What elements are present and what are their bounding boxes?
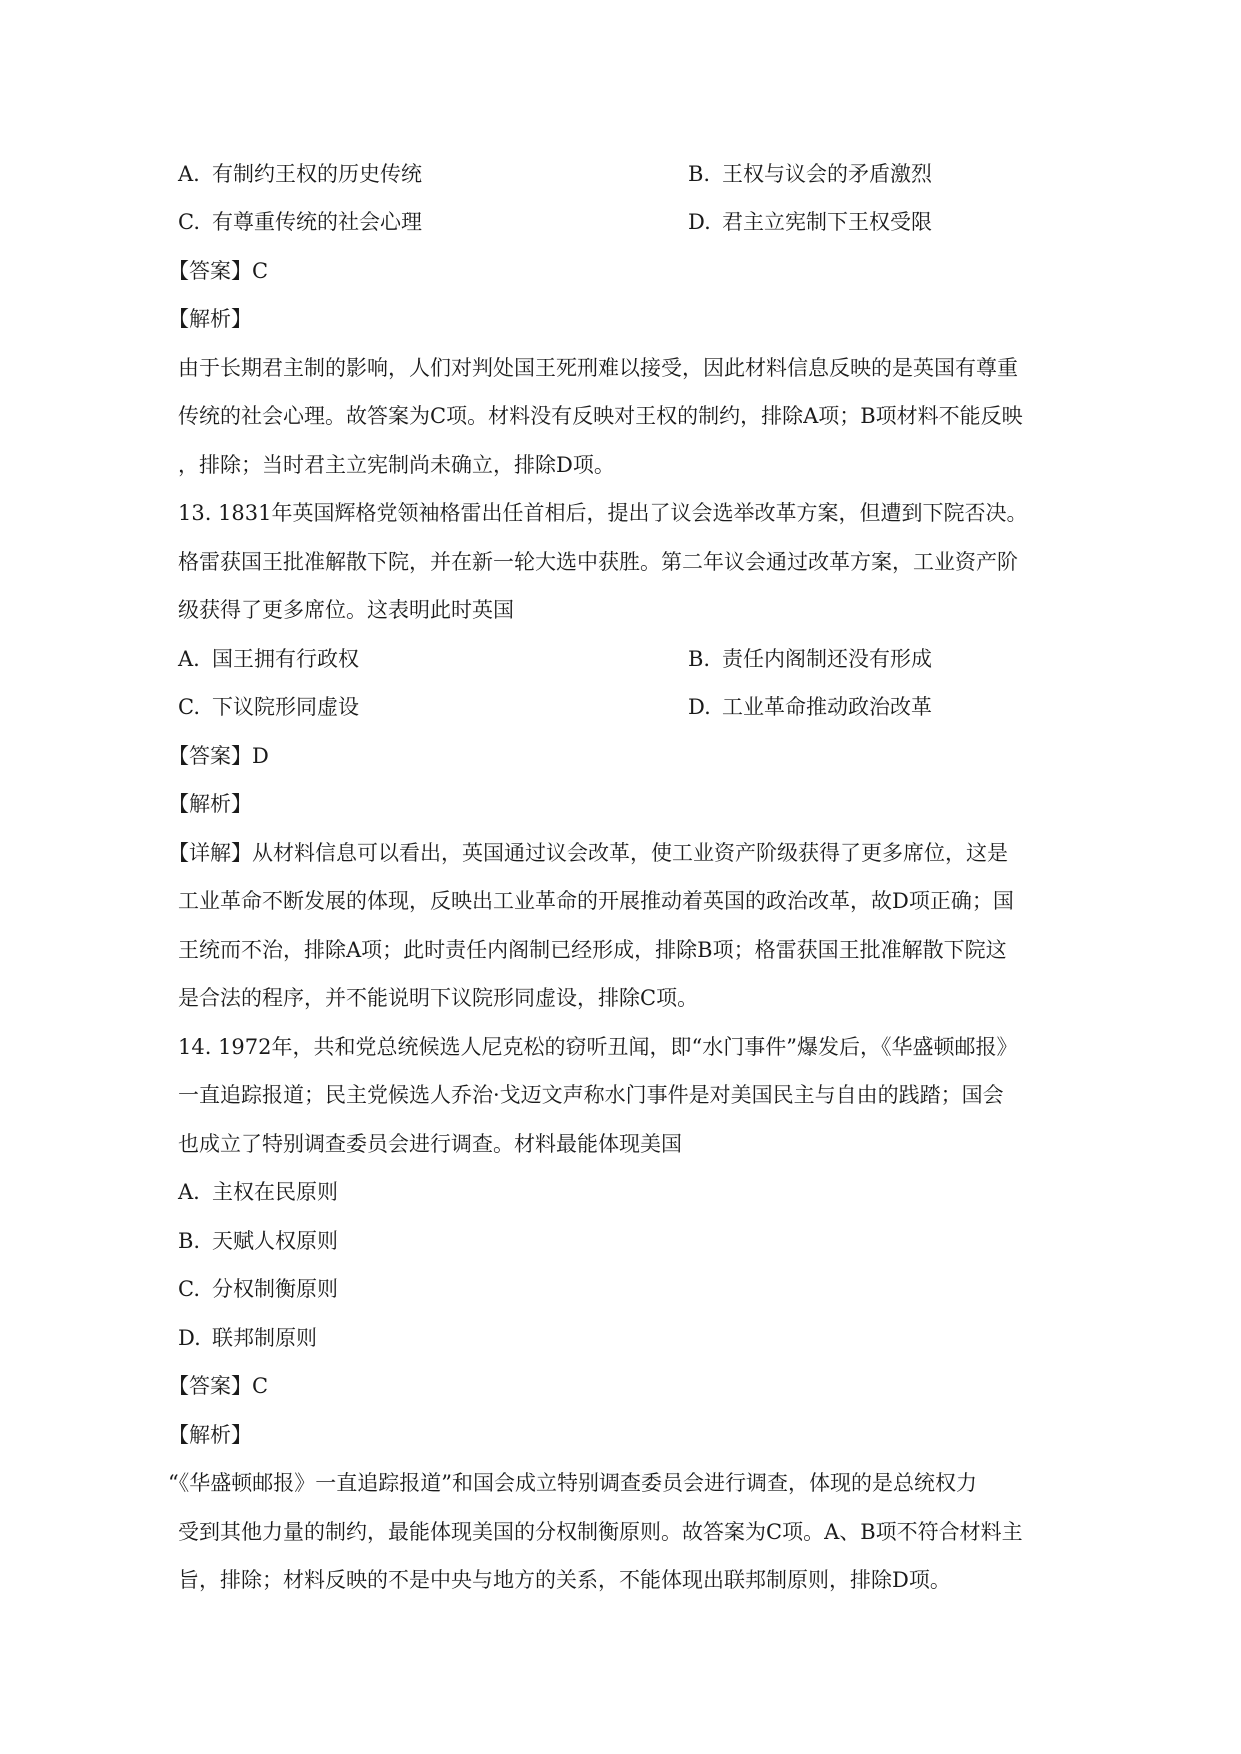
q13-analysis-label: 【解析】	[168, 792, 252, 816]
option-text: 联邦制原则	[212, 1326, 317, 1350]
option-letter: C.	[178, 695, 200, 719]
q12-analysis-line-3: ，排除；当时君主立宪制尚未确立，排除D项。	[178, 453, 615, 477]
q14-analysis-label: 【解析】	[168, 1423, 252, 1447]
option-letter: B.	[178, 1229, 201, 1253]
option-letter: C.	[178, 1277, 200, 1301]
option-letter: A.	[178, 647, 200, 671]
q13-option-d	[688, 692, 932, 722]
q12-option-b	[688, 159, 932, 189]
option-letter: A.	[178, 1180, 200, 1204]
q13-option-c	[178, 692, 359, 722]
option-text: 国王拥有行政权	[212, 647, 359, 671]
option-letter: D.	[688, 210, 711, 234]
q13-option-b	[688, 644, 932, 674]
q14-option-b	[178, 1226, 338, 1256]
option-letter: D.	[688, 695, 711, 719]
option-letter: A.	[178, 162, 200, 186]
q13-answer: 【答案】D	[168, 744, 269, 768]
option-letter: B.	[688, 162, 711, 186]
q14-analysis-line-3: 旨，排除；材料反映的不是中央与地方的关系，不能体现出联邦制原则，排除D项。	[178, 1568, 951, 1592]
q14-analysis-line-2: 受到其他力量的制约，最能体现美国的分权制衡原则。故答案为C项。A、B项不符合材料主	[178, 1520, 1023, 1544]
q13-analysis-line-4: 是合法的程序，并不能说明下议院形同虚设，排除C项。	[178, 986, 699, 1010]
q12-analysis-line-2: 传统的社会心理。故答案为C项。材料没有反映对王权的制约，排除A项；B项材料不能反映	[178, 404, 1023, 428]
q14-answer: 【答案】C	[168, 1374, 269, 1398]
q12-answer: 【答案】C	[168, 259, 269, 283]
q13-question-line-2: 格雷获国王批准解散下院，并在新一轮大选中获胜。第二年议会通过改革方案，工业资产阶	[178, 550, 1018, 574]
q14-question-line-2: 一直追踪报道；民主党候选人乔治·戈迈文声称水门事件是对美国民主与自由的践踏；国会	[178, 1083, 1004, 1107]
q12-option-d	[688, 207, 932, 237]
q12-option-a	[178, 159, 422, 189]
q13-analysis-line-1: 【详解】从材料信息可以看出，英国通过议会改革，使工业资产阶级获得了更多席位，这是	[168, 841, 1008, 865]
q12-analysis-line-1: 由于长期君主制的影响，人们对判处国王死刑难以接受，因此材料信息反映的是英国有尊重	[178, 356, 1018, 380]
q14-question-line-3: 也成立了特别调查委员会进行调查。材料最能体现美国	[178, 1132, 682, 1156]
option-text: 工业革命推动政治改革	[722, 695, 932, 719]
option-text: 王权与议会的矛盾激烈	[722, 162, 932, 186]
option-text: 有尊重传统的社会心理	[212, 210, 422, 234]
q14-option-a	[178, 1177, 338, 1207]
option-letter: C.	[178, 210, 200, 234]
q14-analysis-line-1: “《华盛顿邮报》一直追踪报道”和国会成立特别调查委员会进行调查，体现的是总统权力	[168, 1471, 977, 1495]
option-text: 主权在民原则	[212, 1180, 338, 1204]
q14-question-line-1: 14. 1972年，共和党总统候选人尼克松的窃听丑闻，即“水门事件”爆发后，《华盛顿邮报》	[178, 1035, 1018, 1059]
option-letter: D.	[178, 1326, 201, 1350]
q13-option-a	[178, 644, 359, 674]
option-text: 责任内阁制还没有形成	[722, 647, 932, 671]
q13-question-line-3: 级获得了更多席位。这表明此时英国	[178, 598, 514, 622]
option-text: 天赋人权原则	[212, 1229, 338, 1253]
option-text: 有制约王权的历史传统	[212, 162, 422, 186]
q13-analysis-line-2: 工业革命不断发展的体现，反映出工业革命的开展推动着英国的政治改革，故D项正确；国	[178, 889, 1014, 913]
option-text: 君主立宪制下王权受限	[722, 210, 932, 234]
q13-question-line-1: 13. 1831年英国辉格党领袖格雷出任首相后，提出了议会选举改革方案，但遭到下院否决。	[178, 501, 1028, 525]
option-text: 分权制衡原则	[212, 1277, 338, 1301]
q14-option-c	[178, 1274, 338, 1304]
q14-option-d	[178, 1323, 317, 1353]
q12-option-c	[178, 207, 422, 237]
q13-analysis-line-3: 王统而不治，排除A项；此时责任内阁制已经形成，排除B项；格雷获国王批准解散下院这	[178, 938, 1007, 962]
option-letter: B.	[688, 647, 711, 671]
q12-analysis-label: 【解析】	[168, 307, 252, 331]
option-text: 下议院形同虚设	[212, 695, 359, 719]
